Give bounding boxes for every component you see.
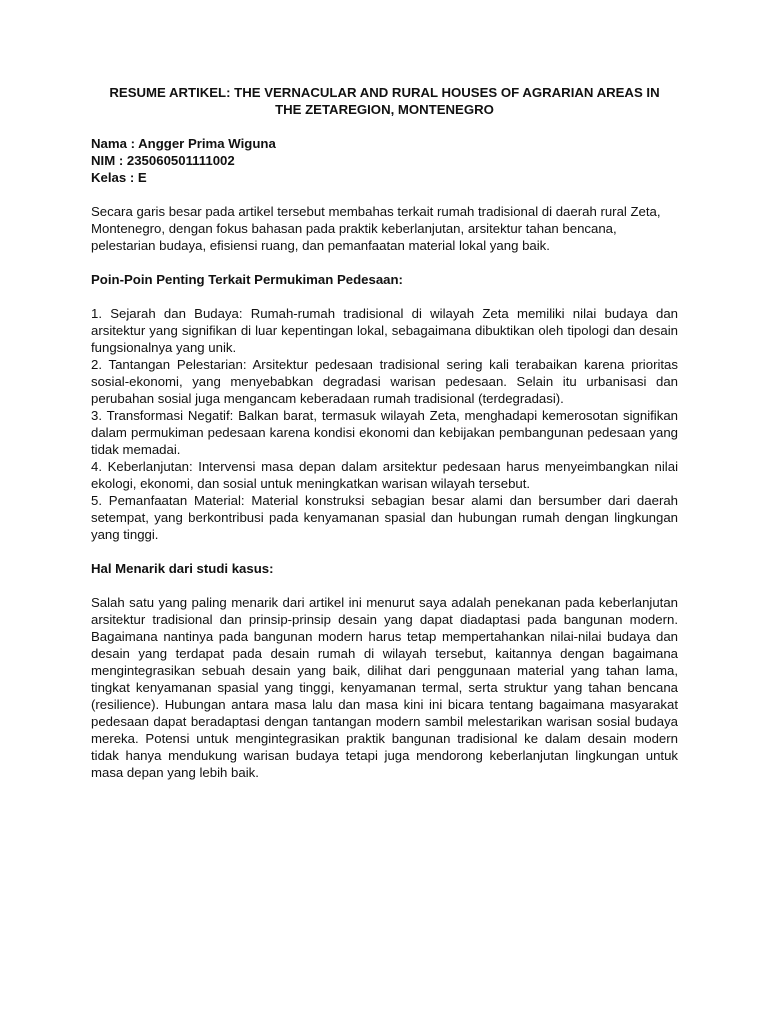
points-list	[91, 305, 678, 543]
point-item: 3. Transformasi Negatif: Balkan barat, termasuk wilayah Zeta, menghadapi kemerosotan signifikan dalam permukiman pedesaan karena kondisi ekonomi dan kebijakan pembangunan pedesaan yang tidak memadai.	[91, 408, 678, 457]
student-nim: NIM : 235060501111002	[91, 153, 235, 168]
intro-paragraph: Secara garis besar pada artikel tersebut membahas terkait rumah tradisional di daerah rural Zeta, Montenegro, dengan fokus bahasan pada praktik keberlanjutan, arsitektur tahan bencana, pelestarian budaya, efisiensi ruang, dan pemanfaatan material lokal yang baik.	[91, 204, 661, 253]
student-identity	[91, 135, 678, 186]
document-title	[91, 84, 678, 118]
document-title-line-1: RESUME ARTIKEL: THE VERNACULAR AND RURAL HOUSES OF AGRARIAN AREAS IN	[109, 85, 660, 100]
student-name: Nama : Angger Prima Wiguna	[91, 136, 276, 151]
document-page	[91, 84, 678, 781]
case-study-heading: Hal Menarik dari studi kasus:	[91, 561, 274, 576]
point-item: 4. Keberlanjutan: Intervensi masa depan dalam arsitektur pedesaan harus menyeimbangkan nilai ekologi, ekonomi, dan sosial untuk meningkatkan warisan wilayah tersebut.	[91, 459, 678, 491]
case-study-paragraph: Salah satu yang paling menarik dari artikel ini menurut saya adalah penekanan pada keberlanjutan arsitektur tradisional dan prinsip-prinsip desain yang dapat diadaptasi pada bangunan modern. Bagaimana nantinya pada bangunan modern harus tetap mempertahankan nilai-nilai budaya dan desain yang terdapat pada desain rumah di wilayah tersebut, kaitannya dengan bagaimana mengintegrasikan sebuah desain yang baik, dilihat dari penggunaan material yang tahan lama, tingkat kenyamanan spasial yang tinggi, kenyamanan termal, serta struktur yang tahan bencana (resilience). Hubungan antara masa lalu dan masa kini ini bicara tentang bagaimana masyarakat pedesaan dapat beradaptasi dengan tantangan modern sambil melestarikan warisan sosial budaya mereka. Potensi untuk mengintegrasikan praktik bangunan tradisional ke dalam desain modern tidak hanya mendukung warisan budaya tetapi juga mendorong keberlanjutan lingkungan untuk masa depan yang lebih baik.	[91, 595, 678, 780]
student-class: Kelas : E	[91, 170, 147, 185]
points-heading: Poin-Poin Penting Terkait Permukiman Pedesaan:	[91, 272, 403, 287]
document-title-line-2: THE ZETAREGION, MONTENEGRO	[275, 102, 494, 117]
point-item: 5. Pemanfaatan Material: Material konstruksi sebagian besar alami dan bersumber dari daerah setempat, yang berkontribusi pada kenyamanan spasial dan hubungan rumah dengan lingkungan yang tinggi.	[91, 493, 678, 542]
point-item: 2. Tantangan Pelestarian: Arsitektur pedesaan tradisional sering kali terabaikan karena prioritas sosial-ekonomi, yang menyebabkan degradasi warisan pedesaan. Selain itu urbanisasi dan perubahan sosial juga mengancam keberadaan rumah tradisional (terdegradasi).	[91, 357, 678, 406]
point-item: 1. Sejarah dan Budaya: Rumah-rumah tradisional di wilayah Zeta memiliki nilai budaya dan arsitektur yang signifikan di luar kepentingan lokal, sebagaimana dibuktikan oleh tipologi dan desain fungsionalnya yang unik.	[91, 306, 678, 355]
